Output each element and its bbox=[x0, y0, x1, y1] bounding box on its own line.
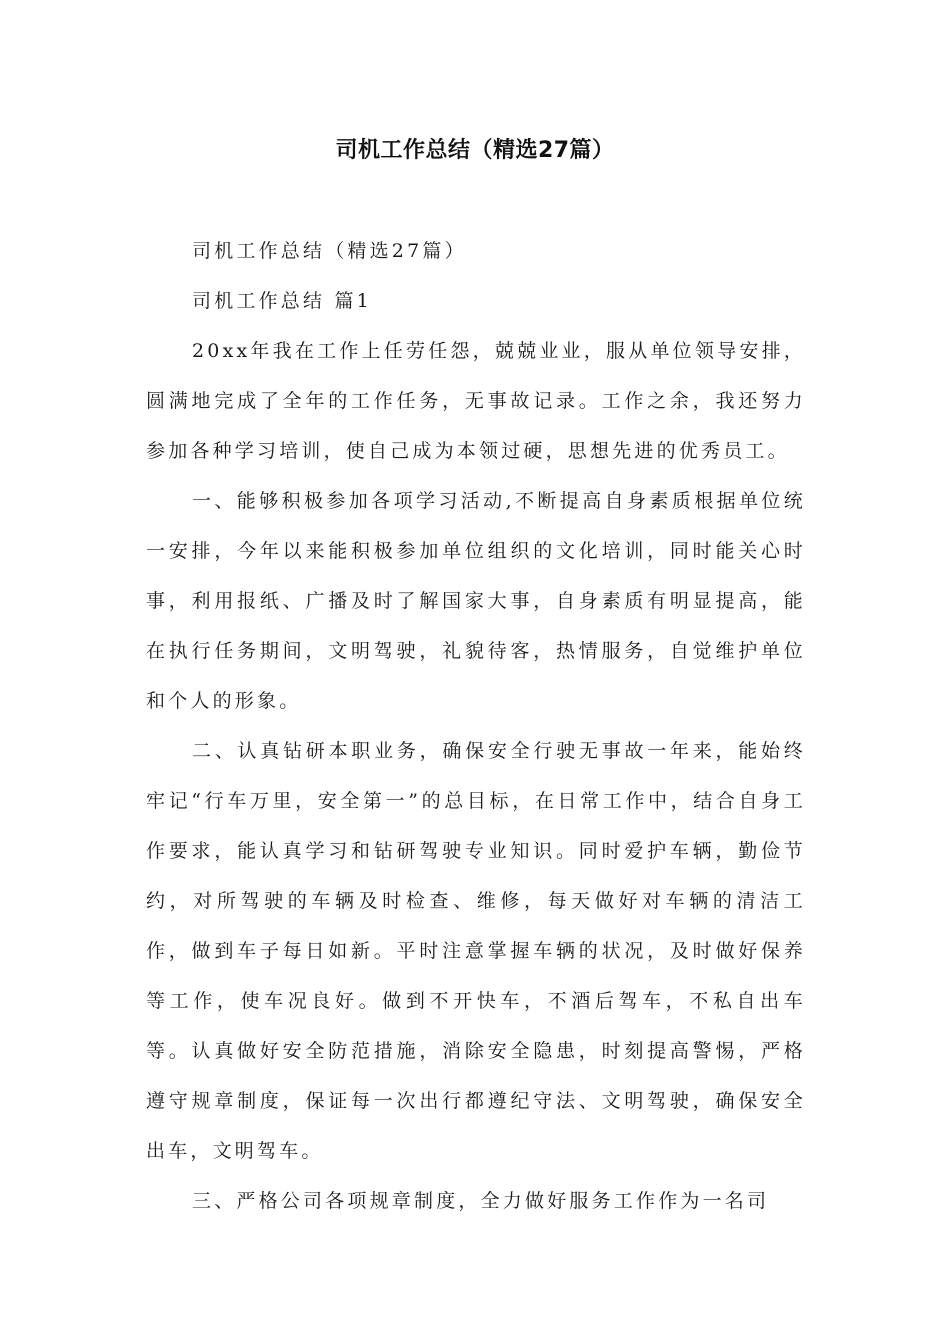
paragraph-point-two: 二、认真钻研本职业务，确保安全行驶无事故一年来，能始终牢记“行车万里，安全第一”的总目标，在日常工作中，结合自身工作要求，能认真学习和钻研驾驶专业知识。同时爱护车辆，勤俭节约，对所驾驶的车辆及时检查、维修，每天做好对车辆的清洁工作，做到车子每日如新。平时注意掌握车辆的状况，及时做好保养等工作，使车况良好。做到不开快车，不酒后驾车，不私自出车等。认真做好安全防范措施，消除安全隐患，时刻提高警惕，严格遵守规章制度，保证每一次出行都遵纪守法、文明驾驶，确保安全出车，文明驾车。 bbox=[146, 740, 806, 1162]
paragraph-point-one: 一、能够积极参加各项学习活动,不断提高自身素质根据单位统一安排，今年以来能积极参加单位组织的文化培训，同时能关心时事，利用报纸、广播及时了解国家大事，自身素质有明显提高，能在执行任务期间，文明驾驶，礼貌待客，热情服务，自觉维护单位和个人的形象。 bbox=[146, 490, 806, 712]
paragraph-intro: 20xx年我在工作上任劳任怨，兢兢业业，服从单位领导安排，圆满地完成了全年的工作任务，无事故记录。工作之余，我还努力参加各种学习培训，使自己成为本领过硬，思想先进的优秀员工。 bbox=[146, 340, 806, 462]
paragraph-section-heading: 司机工作总结 篇1 bbox=[192, 290, 372, 312]
document-body bbox=[146, 226, 806, 1226]
paragraph-subtitle: 司机工作总结（精选27篇） bbox=[192, 240, 467, 262]
paragraph-point-three: 三、严格公司各项规章制度，全力做好服务工作作为一名司 bbox=[192, 1190, 770, 1212]
document-title: 司机工作总结（精选27篇） bbox=[335, 138, 615, 163]
